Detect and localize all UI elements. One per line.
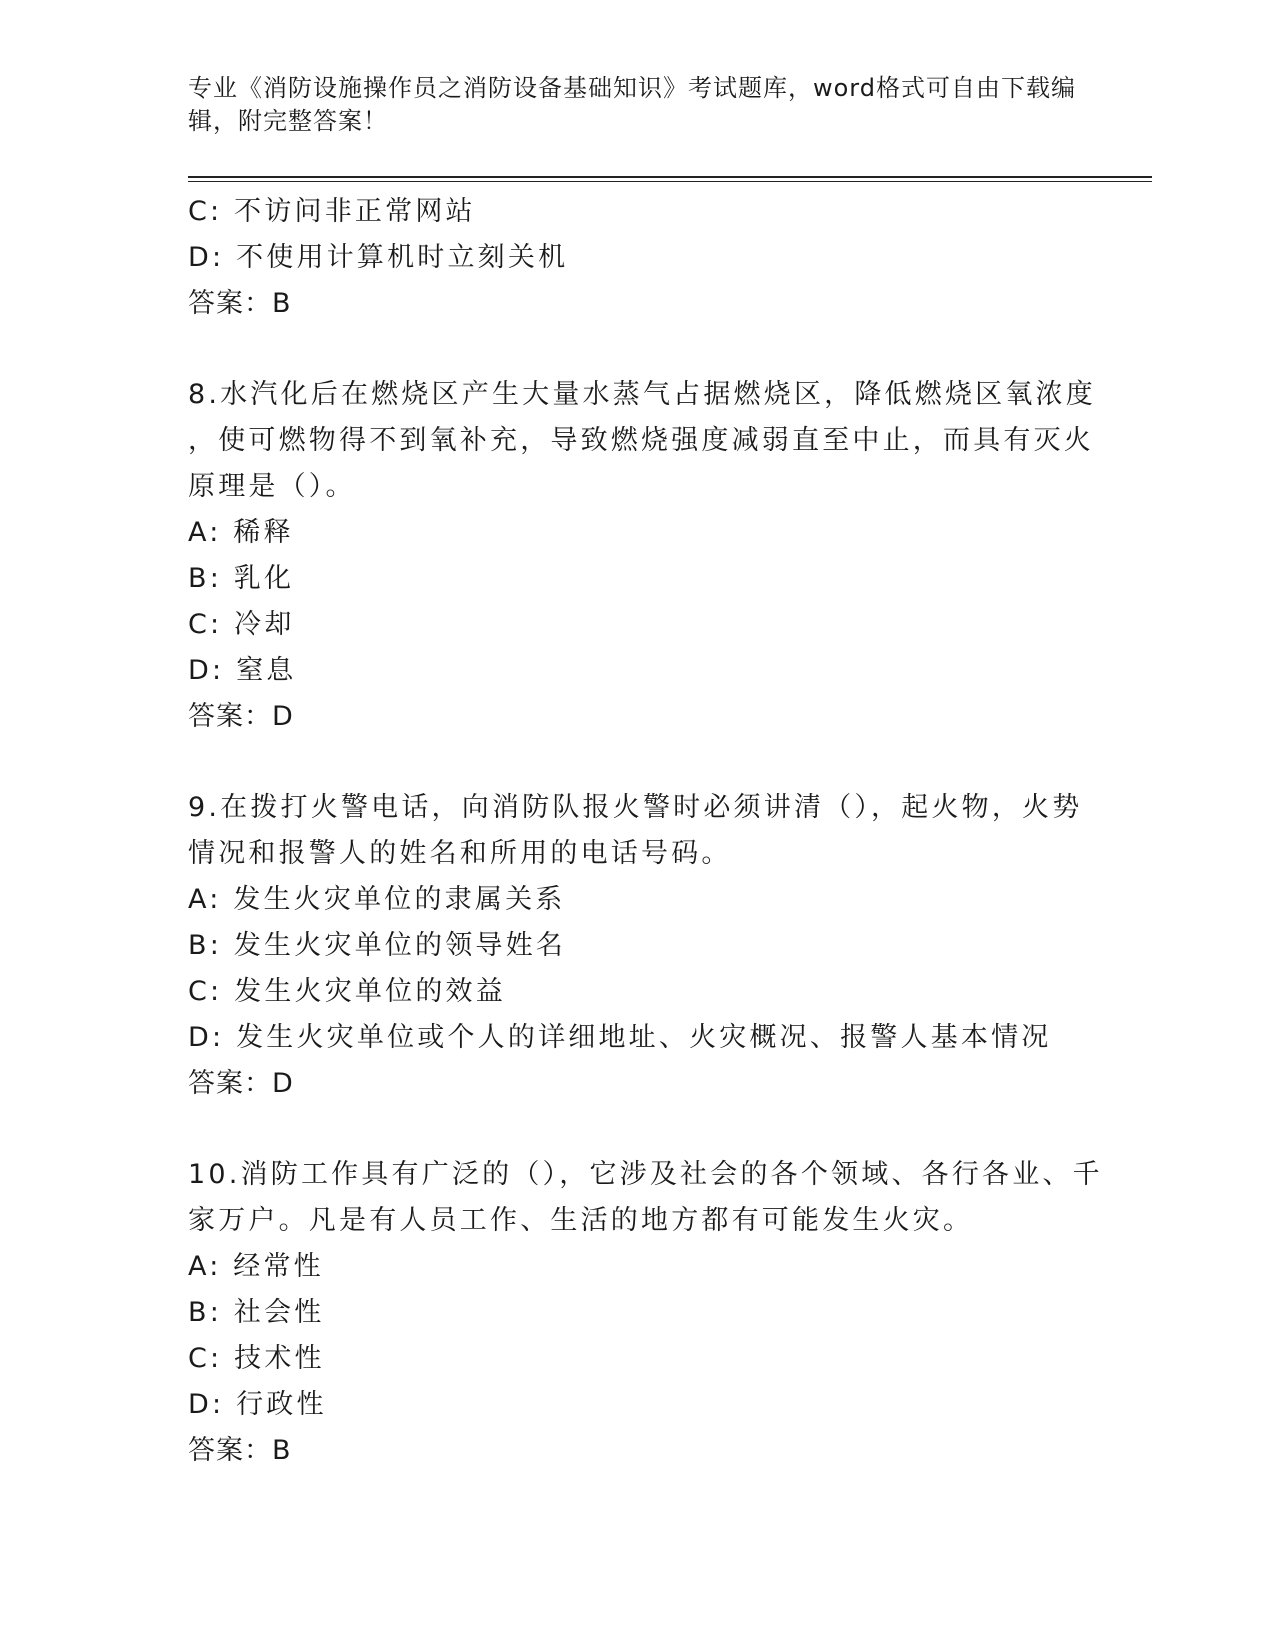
document-header: 专业《消防设施操作员之消防设备基础知识》考试题库，word格式可自由下载编辑，附完整答案！: [188, 74, 1076, 135]
header-divider-thick: [188, 176, 1152, 178]
answer-line: 答案：B: [188, 1435, 292, 1466]
spacer: [188, 1107, 1068, 1152]
spacer: [188, 327, 1068, 372]
option-d: D: 窒息: [188, 655, 297, 686]
answer-line: 答案：D: [188, 1068, 294, 1099]
option-d: D: 行政性: [188, 1389, 327, 1420]
option-c: C: 发生火灾单位的效益: [188, 976, 506, 1007]
option-b: B: 社会性: [188, 1297, 325, 1328]
answer-line: 答案：B: [188, 288, 292, 319]
option-c: C: 技术性: [188, 1343, 325, 1374]
question-block-10: [188, 1152, 1103, 1474]
option-a: A: 经常性: [188, 1251, 324, 1282]
header-divider-thin: [188, 181, 1152, 182]
question-text-line: 情况和报警人的姓名和所用的电话号码。: [188, 838, 732, 869]
question-block-8: [188, 372, 1096, 740]
question-text-line: 原理是（）。: [188, 471, 356, 502]
option-c: C: 冷却: [188, 609, 295, 640]
option-b: B: 发生火灾单位的领导姓名: [188, 930, 567, 961]
option-a: A: 稀释: [188, 517, 294, 548]
question-block-9: [188, 785, 1083, 1107]
option-d: D: 不使用计算机时立刻关机: [188, 242, 569, 273]
option-a: A: 发生火灾单位的隶属关系: [188, 884, 566, 915]
spacer: [188, 740, 1068, 785]
option-d: D: 发生火灾单位或个人的详细地址、火灾概况、报警人基本情况: [188, 1022, 1052, 1053]
question-text-line: 9.在拨打火警电话，向消防队报火警时必须讲清（），起火物，火势: [188, 792, 1083, 823]
question-text-line: 家万户。凡是有人员工作、生活的地方都有可能发生火灾。: [188, 1205, 974, 1236]
questions-content: [188, 189, 1103, 1474]
question-text-line: ，使可燃物得不到氧补充，导致燃烧强度减弱直至中止，而具有灭火: [188, 425, 1094, 456]
answer-line: 答案：D: [188, 701, 294, 732]
prev-question-block: [188, 189, 1068, 327]
question-text-line: 8.水汽化后在燃烧区产生大量水蒸气占据燃烧区，降低燃烧区氧浓度: [188, 379, 1096, 410]
option-c: C: 不访问非正常网站: [188, 196, 476, 227]
option-b: B: 乳化: [188, 563, 295, 594]
question-text-line: 10.消防工作具有广泛的（），它涉及社会的各个领域、各行各业、千: [188, 1159, 1103, 1190]
